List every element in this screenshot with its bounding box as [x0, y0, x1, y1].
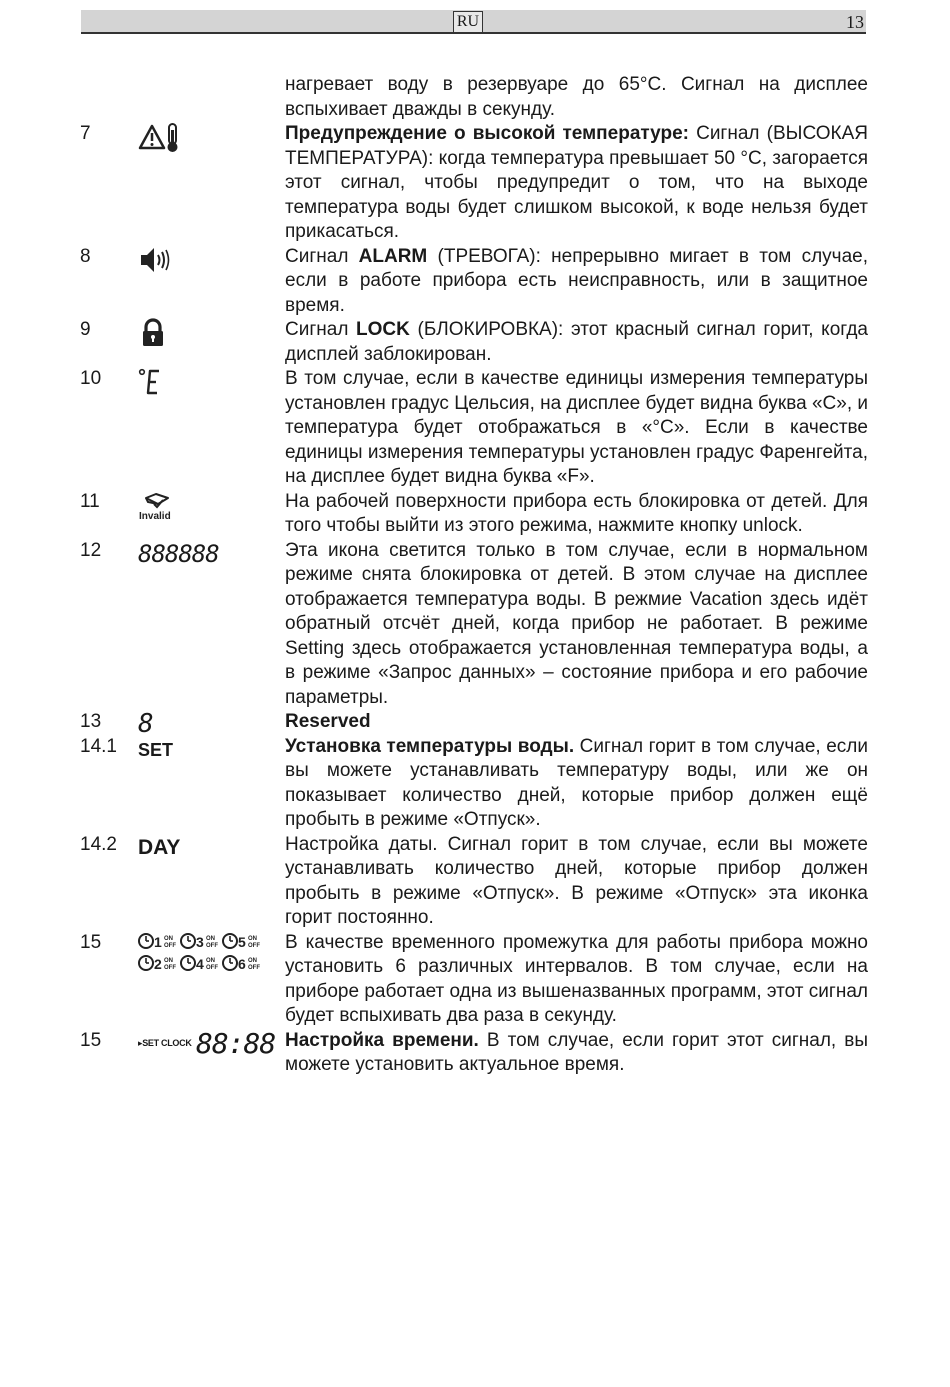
segment-8-label: 8	[138, 709, 153, 739]
legend-row	[80, 709, 868, 739]
warning-thermometer-icon	[138, 122, 186, 152]
bold-text: LOCK	[356, 319, 410, 340]
speaker-icon	[138, 245, 172, 275]
timer-program-4-icon	[181, 956, 218, 972]
lock-icon	[138, 318, 168, 348]
legend-row	[80, 539, 868, 711]
text-span: Эта икона светится только в том случае, если в нормальном режиме снята блокировка от детей. В этом случае на дисплее отображается температура воды. В режмие Vacation здесь идёт обратный отсчёт дней, когда прибор не работает. В режиме Setting здесь отображается установленная температура воды, а в режиме «Запрос данных» – состояние прибора и его рабочие параметры.	[285, 539, 868, 708]
row-number: 8	[80, 245, 91, 267]
legend-row	[80, 490, 868, 539]
text-span: В том случае, если горит этот сигнал, вы можете установить актуальное время.	[285, 1029, 868, 1075]
legend-row	[80, 735, 868, 833]
row-description	[285, 735, 868, 833]
set-label: SET	[138, 739, 174, 760]
timer-program-1-icon	[139, 934, 176, 950]
svg-text:ON: ON	[164, 957, 173, 964]
row-number: 7	[80, 123, 91, 144]
set-clock-label: ▸SET CLOCK	[138, 1038, 192, 1048]
bold-text: Настройка времени.	[285, 1029, 479, 1051]
row-description	[285, 931, 868, 1029]
text-span: На рабочей поверхности прибора есть блокировка от детей. Для того чтобы выйти из этого режима, нажмите кнопку unlock.	[285, 490, 868, 536]
row-number: 14.1	[80, 735, 117, 757]
legend-row	[80, 245, 868, 319]
svg-text:2: 2	[154, 955, 162, 972]
text-span: Настройка даты. Сигнал горит в том случае, если вы можете устанавливать количество дней, которые прибор должен пробыть в режиме «Отпуск». В режиме «Отпуск» эта иконка горит постоянно.	[285, 833, 868, 928]
row-number: 12	[80, 539, 102, 561]
row-description	[285, 245, 868, 319]
svg-text:3: 3	[196, 933, 204, 950]
svg-text:4: 4	[196, 955, 204, 972]
bold-text: ALARM	[358, 245, 428, 267]
language-badge: RU	[453, 11, 483, 33]
text-span: (БЛОКИРОВКА): этот красный сигнал горит, когда дисплей заблокирован.	[285, 319, 868, 365]
svg-text:OFF: OFF	[164, 964, 176, 971]
row-number: 14.2	[80, 833, 117, 855]
row-description	[285, 318, 868, 367]
svg-text:OFF: OFF	[248, 942, 260, 949]
svg-text:ON: ON	[248, 957, 257, 964]
text-span: (ТРЕВОГА): непрерывно мигает в том случае, если в работе прибора есть неисправность, или в защитное время.	[285, 245, 868, 316]
segment-888888-label: 888888	[138, 539, 219, 568]
timer-program-5-icon	[223, 934, 260, 950]
legend-row	[80, 367, 868, 490]
day-label: DAY	[138, 835, 181, 859]
row-description	[285, 490, 868, 539]
bold-text: Установка температуры воды.	[285, 735, 575, 757]
legend-row	[80, 122, 868, 245]
text-span: Сигнал горит в том случае, если вы можете устанавливать температуру воды, или же он показывает количество дней, которые прибор должен ещё пробыть в режиме «Отпуск».	[285, 735, 868, 830]
invalid-icon	[138, 490, 178, 520]
page-number: 13	[846, 12, 864, 32]
timer-program-2-icon	[139, 956, 176, 972]
clock-digits: 88:88	[195, 1026, 276, 1060]
svg-text:OFF: OFF	[248, 964, 260, 971]
svg-text:ON: ON	[164, 935, 173, 942]
svg-text:ON: ON	[206, 935, 215, 942]
row-description	[285, 710, 868, 735]
set-icon	[138, 735, 173, 765]
bold-text: Reserved	[285, 711, 371, 732]
text-span: В качестве временного промежутка для работы прибора можно установить 6 различных интервалов. В том случае, если на приборе работает одна из вышеназванных программ, этот сигнал будет вспыхивать два раза в секунду.	[285, 931, 868, 1026]
timer-program-3-icon	[181, 934, 218, 950]
legend-row	[80, 1026, 868, 1078]
legend-row	[80, 833, 868, 931]
timer-programs-icon	[138, 931, 268, 972]
text-span: Сигнал	[285, 245, 359, 267]
row-description	[285, 539, 868, 711]
degree-unit-icon	[138, 367, 166, 397]
bold-text: Предупреждение о высокой температуре:	[285, 123, 689, 144]
document-body	[80, 73, 868, 1078]
day-icon	[138, 833, 180, 863]
row-number: 10	[80, 368, 102, 389]
timer-program-6-icon	[223, 956, 260, 972]
row-number: 13	[80, 711, 102, 732]
set-clock-icon	[138, 1026, 276, 1060]
page-header	[81, 10, 866, 34]
svg-text:5: 5	[238, 933, 246, 950]
svg-text:OFF: OFF	[164, 942, 176, 949]
row-description	[285, 1029, 868, 1078]
row-number: 11	[80, 490, 100, 512]
segment-display-icon	[138, 539, 219, 569]
row-description	[285, 73, 868, 122]
legend-row	[80, 73, 868, 122]
text-span: Сигнал (ВЫСОКАЯ ТЕМПЕРАТУРА): когда температура превышает 50 °C, загорается этот сигнал, чтобы предупредит о том, что на выходе температура воды будет слишком высокой, к воде нельзя будет прикасаться.	[285, 123, 868, 242]
legend-row	[80, 931, 868, 1029]
svg-text:6: 6	[238, 955, 246, 972]
text-span: Сигнал	[285, 319, 357, 340]
invalid-label: Invalid	[139, 510, 171, 522]
legend-row	[80, 318, 868, 367]
text-span: В том случае, если в качестве единицы измерения температуры установлен градус Цельсия, на дисплее будет видна буква «C», и температура будет отображаться в «°C». Если в качестве единицы измерения температуры установлен градус Фаренгейта, на дисплее будет видна буква «F».	[285, 368, 868, 487]
svg-text:OFF: OFF	[206, 942, 218, 949]
svg-text:ON: ON	[206, 957, 215, 964]
row-description	[285, 122, 868, 245]
row-description	[285, 833, 868, 931]
row-number: 9	[80, 319, 91, 340]
svg-text:OFF: OFF	[206, 964, 218, 971]
row-description	[285, 367, 868, 490]
row-number: 15	[80, 931, 102, 953]
row-number: 15	[80, 1029, 102, 1051]
svg-text:1: 1	[154, 933, 162, 950]
text-span: нагревает воду в резервуаре до 65°C. Сигнал на дисплее вспыхивает дважды в секунду.	[285, 74, 868, 120]
svg-text:ON: ON	[248, 935, 257, 942]
